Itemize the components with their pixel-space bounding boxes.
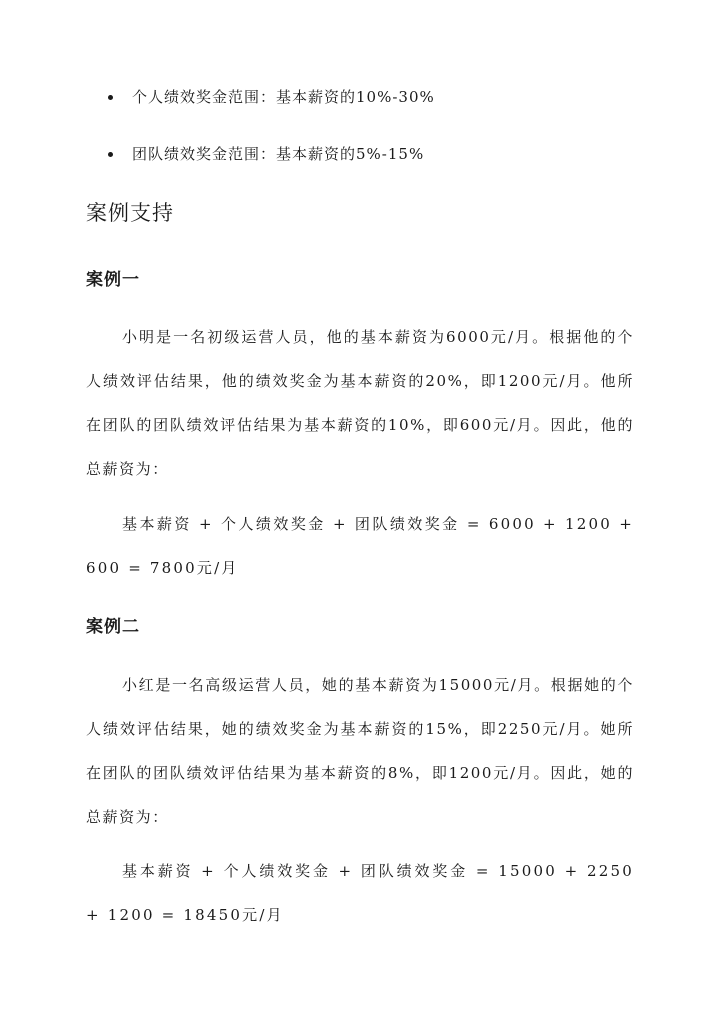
bonus-range-list <box>108 84 435 198</box>
bullet-icon <box>108 95 113 100</box>
bullet-text: 个人绩效奖金范围：基本薪资的10%-30% <box>132 88 435 106</box>
case-two-heading: 案例二 <box>86 617 140 637</box>
bullet-icon <box>108 152 113 157</box>
case-one-heading: 案例一 <box>86 270 140 290</box>
list-item <box>108 141 435 167</box>
section-heading: 案例支持 <box>86 201 174 225</box>
case-one-paragraph: 小明是一名初级运营人员，他的基本薪资为6000元/月。根据他的个人绩效评估结果，他的绩效奖金为基本薪资的20%，即1200元/月。他所在团队的团队绩效评估结果为基本薪资的10%，即600元/月。因此，他的总薪资为： <box>86 328 634 478</box>
case-one-formula: 基本薪资 + 个人绩效奖金 + 团队绩效奖金 = 6000 + 1200 + 600 = 7800元/月 <box>86 515 634 577</box>
list-item <box>108 84 435 110</box>
bullet-text: 团队绩效奖金范围：基本薪资的5%-15% <box>132 145 425 163</box>
case-two-paragraph: 小红是一名高级运营人员，她的基本薪资为15000元/月。根据她的个人绩效评估结果，她的绩效奖金为基本薪资的15%，即2250元/月。她所在团队的团队绩效评估结果为基本薪资的8%，即1200元/月。因此，她的总薪资为： <box>86 676 634 826</box>
case-two-formula: 基本薪资 + 个人绩效奖金 + 团队绩效奖金 = 15000 + 2250 + 1200 = 18450元/月 <box>86 862 634 924</box>
